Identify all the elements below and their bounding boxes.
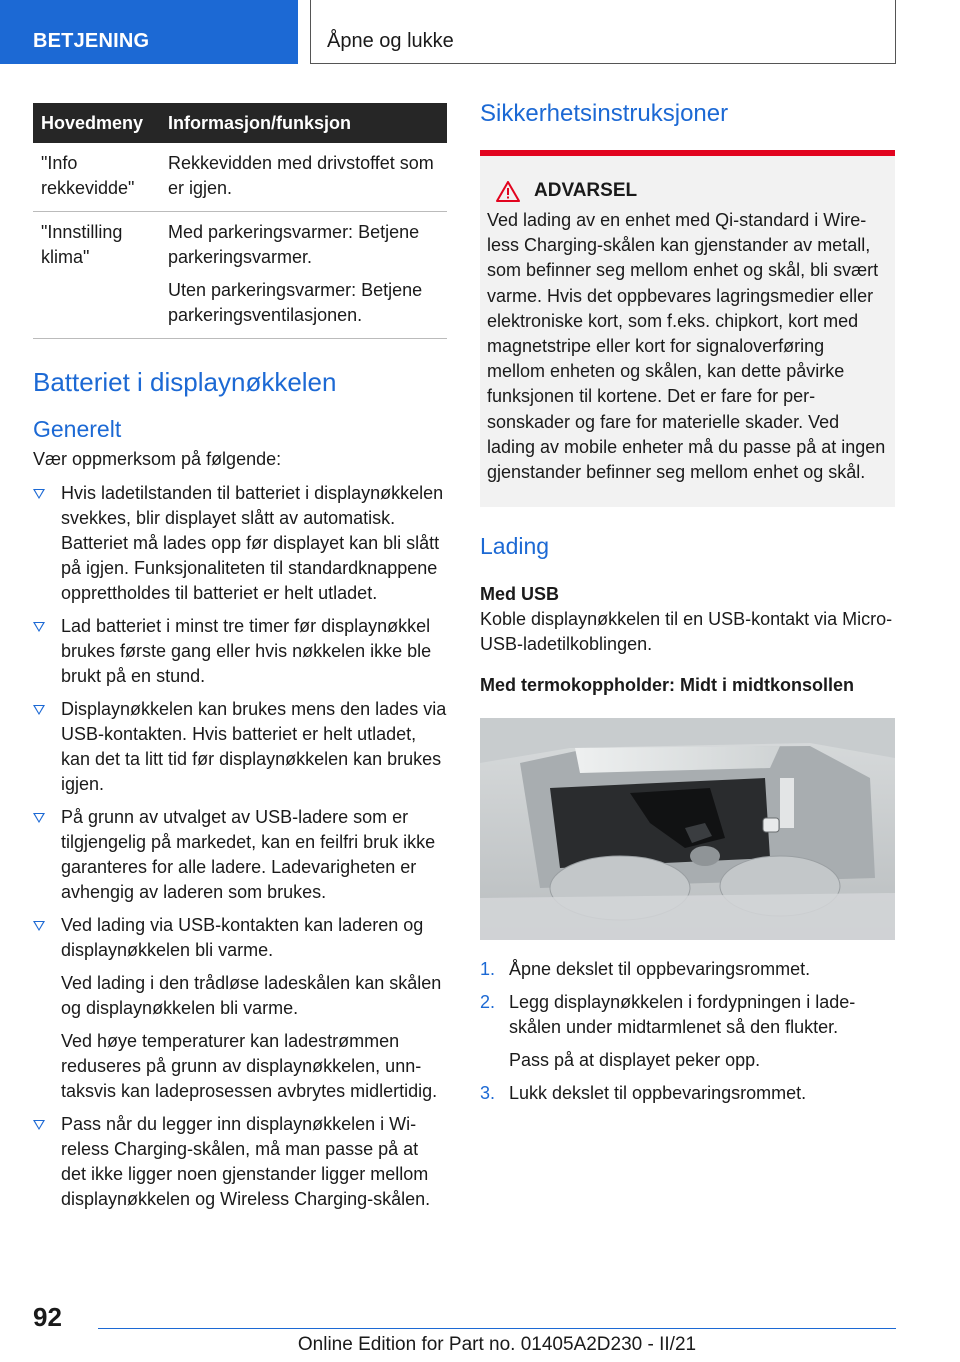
list-item <box>480 957 895 982</box>
general-subheading: Generelt <box>33 416 122 442</box>
list-item <box>33 1112 447 1212</box>
section-tab: BETJENING <box>0 0 298 64</box>
lading-heading: Lading <box>480 533 550 560</box>
triangle-bullet-icon <box>33 813 45 823</box>
center-console-photo <box>480 718 895 940</box>
step-text: Åpne dekslet til oppbevaringsrommet. <box>509 959 811 980</box>
step-text: Legg displaynøkkelen i fordypningen i ladeskålen under midtarmlenet så den flukter. <box>509 992 856 1038</box>
usb-text: Koble displaynøkkelen til en USB-kontakt via Micro-USB-ladetilkoblingen. <box>480 609 893 655</box>
battery-list <box>33 481 447 1212</box>
list-item <box>33 614 447 689</box>
warning-header <box>487 180 887 202</box>
list-item <box>480 1081 895 1106</box>
table-row <box>33 212 447 339</box>
step-number: 1. <box>480 959 496 980</box>
list-item-text: På grunn av utvalget av USB-ladere som er tilgjengelig på markedet, kan en feilfri bruk ikke garanteres for alle ladere. Ladevarigheten er avhengig av laderen som brukes. <box>61 807 436 902</box>
menu-table <box>33 103 447 339</box>
warning-label: ADVARSEL <box>534 180 638 201</box>
warning-box <box>480 150 895 507</box>
list-item-text: Ved lading via USB-kontakten kan laderen og displaynøkkelen bli varme. <box>61 915 424 960</box>
usb-heading: Med USB <box>480 584 560 605</box>
cell-text: Uten parkeringsvarmer: Betjene parkeringsventilasjonen. <box>168 280 423 325</box>
step-number: 2. <box>480 992 496 1013</box>
list-item-text: Lad batteriet i minst tre timer før displaynøkkel brukes første gang eller hvis nøkkelen ikke ble brukt på en stund. <box>61 616 432 686</box>
step-text: Lukk dekslet til oppbevaringsrommet. <box>509 1083 807 1104</box>
warning-triangle-icon <box>496 181 520 202</box>
step-text: Pass på at displayet peker opp. <box>509 1050 761 1071</box>
list-item-text: Ved høye temperaturer kan ladestrømmen reduseres på grunn av displaynøkkelen, unntaksvis kan ladeprosessen avbrytes midlertidig. <box>61 1031 438 1101</box>
table-cell-menu: "Info rekkevidde" <box>33 143 160 212</box>
left-column <box>33 103 447 1220</box>
list-item-text: Hvis ladetilstanden til batteriet i displaynøkkelen svekkes, blir displayet slått av automatisk. Batteriet må lades opp før displayet kan bli slått på igjen. Funksjonaliteten til standardknappene opprettholdes til batteriet er helt utladet. <box>61 483 444 603</box>
table-row <box>33 143 447 212</box>
list-item-text: Displaynøkkelen kan brukes mens den lades via USB-kontakten. Hvis batteriet er helt utladet, kan det ta litt tid før displaynøkkelen kan brukes igjen. <box>61 699 447 794</box>
table-cell-info <box>160 143 447 212</box>
list-item-text: Ved lading i den trådløse ladeskålen kan skålen og displaynøkkelen bli varme. <box>61 973 442 1018</box>
table-header-menu: Hovedmeny <box>33 103 160 143</box>
warning-text: Ved lading av en enhet med Qi-standard i Wireless Charging-skålen kan gjenstander av metall, som befinner seg mellom enhet og skål, bli svært varme. Hvis det oppbevares lagringsmedier eller elektroniske kort, som f.eks. chipkort, kort med magnetstripe eller kort for signaloverføring mellom enheten og skålen, kan dette påvirke funksjonen til kortene. Det er fare for personskader og fare for materielle skader. Ved lading av mobile enheter må du passe på at ingen gjenstander befinner seg mellom enhet og skål. <box>487 210 886 483</box>
cell-text: Med parkeringsvarmer: Betjene parkeringsvarmer. <box>168 222 420 267</box>
table-header-row <box>33 103 447 143</box>
triangle-bullet-icon <box>33 1120 45 1130</box>
steps-list <box>480 957 895 1106</box>
list-item <box>33 481 447 606</box>
list-item <box>33 697 447 797</box>
table-header-info: Informasjon/funksjon <box>160 103 447 143</box>
right-column <box>480 100 895 1114</box>
triangle-bullet-icon <box>33 921 45 931</box>
safety-heading: Sikkerhetsinstruksjoner <box>480 100 729 127</box>
list-item <box>33 805 447 905</box>
table-cell-info <box>160 212 447 339</box>
triangle-bullet-icon <box>33 705 45 715</box>
footer-edition: Online Edition for Part no. 01405A2D230 - II/21 <box>297 1334 697 1355</box>
list-item <box>33 913 447 1104</box>
cell-text: Rekkevidden med drivstoffet som er igjen. <box>168 153 434 198</box>
footer-divider <box>98 1328 896 1329</box>
triangle-bullet-icon <box>33 489 45 499</box>
page-number: 92 <box>33 1302 62 1332</box>
list-item <box>480 990 895 1073</box>
intro-text: Vær oppmerksom på følgende: <box>33 449 282 469</box>
step-number: 3. <box>480 1083 496 1104</box>
table-cell-menu: "Innstilling klima" <box>33 212 160 339</box>
chapter-title: Åpne og lukke <box>310 0 896 64</box>
holder-heading: Med termokoppholder: Midt i midtkonsollen <box>480 675 855 696</box>
triangle-bullet-icon <box>33 622 45 632</box>
list-item-text: Pass når du legger inn displaynøkkelen i Wireless Charging-skålen, må man passe på at det ikke ligger noen gjenstander ligger mellom displaynøkkelen og Wireless Charging-skålen. <box>61 1114 431 1209</box>
battery-heading: Batteriet i displaynøkkelen <box>33 367 337 397</box>
